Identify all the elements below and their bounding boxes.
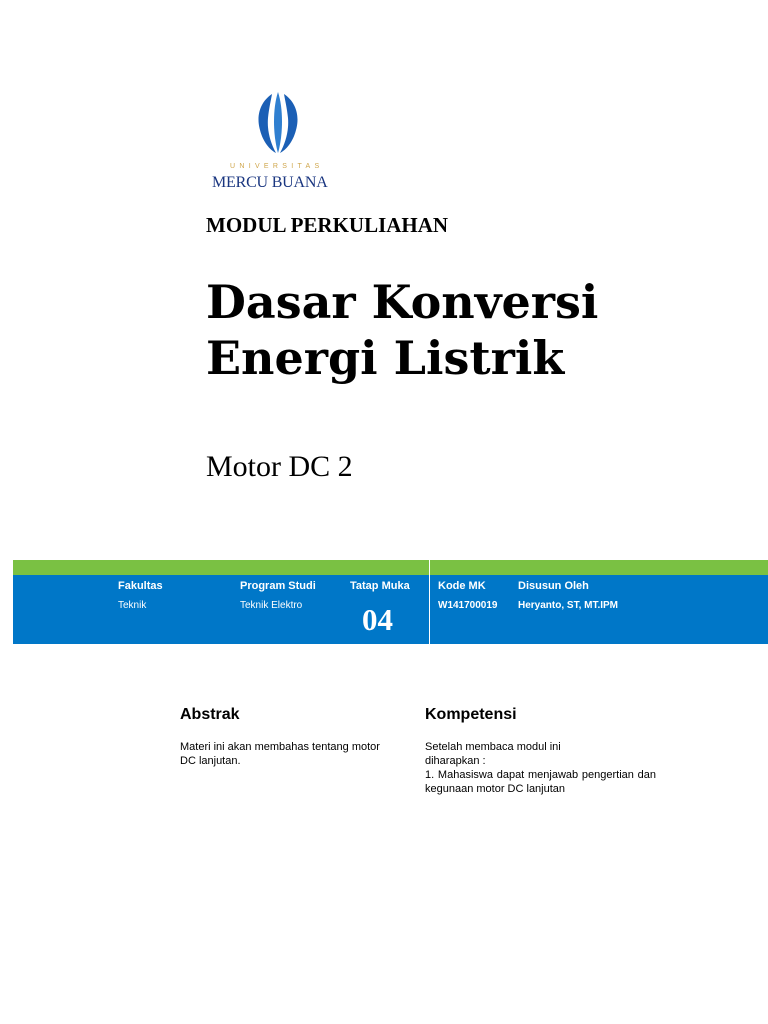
logo-right-arc xyxy=(280,94,298,153)
program-studi-label: Program Studi xyxy=(240,580,316,592)
program-studi-value: Teknik Elektro xyxy=(240,600,303,611)
logo-center-tower xyxy=(274,92,282,153)
kompetensi-heading: Kompetensi xyxy=(425,706,517,723)
topic-title: Motor DC 2 xyxy=(206,450,353,483)
logo-university-name: MERCU BUANA xyxy=(212,174,328,191)
modul-label: MODUL PERKULIAHAN xyxy=(206,213,449,237)
fakultas-label: Fakultas xyxy=(118,580,163,592)
info-band-divider xyxy=(429,560,430,644)
course-title xyxy=(206,274,598,386)
abstrak-text: Materi ini akan membahas tentang motor DC lanjutan. xyxy=(180,741,380,767)
course-title-line-2: Energi Listrik xyxy=(206,331,565,385)
university-logo xyxy=(206,86,344,194)
tatap-muka-label: Tatap Muka xyxy=(350,580,410,592)
tatap-muka-value: 04 xyxy=(362,602,393,637)
disusun-oleh-label: Disusun Oleh xyxy=(518,580,589,592)
kode-mk-label: Kode MK xyxy=(438,580,486,592)
course-title-line-1: Dasar Konversi xyxy=(206,275,599,329)
disusun-oleh-value: Heryanto, ST, MT.IPM xyxy=(518,600,619,611)
kompetensi-intro: Setelah membaca modul ini diharapkan : xyxy=(425,741,561,767)
mercu-buana-tower-icon xyxy=(254,92,302,154)
logo-universitas-text: UNIVERSITAS xyxy=(230,163,324,170)
kompetensi-text xyxy=(425,740,656,796)
fakultas-value: Teknik xyxy=(118,600,147,611)
info-band-green-stripe xyxy=(13,560,768,575)
kompetensi-item: 1. Mahasiswa dapat menjawab pengertian dan kegunaan motor DC lanjutan xyxy=(425,769,656,795)
logo-left-arc xyxy=(259,94,277,153)
abstrak-heading: Abstrak xyxy=(180,706,240,723)
kode-mk-value: W141700019 xyxy=(438,600,498,611)
